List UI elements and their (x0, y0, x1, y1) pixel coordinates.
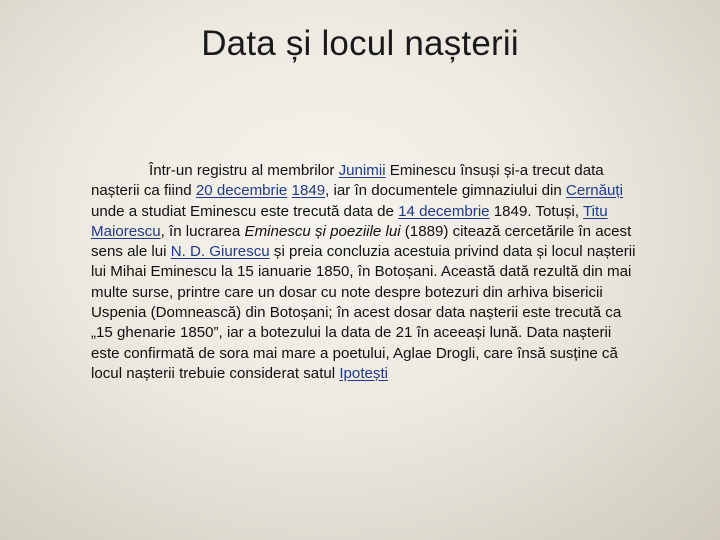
body-text: 1849. Totuși, (489, 202, 584, 220)
link-titu-maiorescu[interactable]: Titu Maiorescu (91, 202, 608, 240)
body-text: Eminescu însuși și-a trecut data nașterii ca fiind (91, 162, 604, 200)
body-text: și preia concluzia acestuia privind data și locul nașterii lui Mihai Eminescu la 15 ianuarie 1850, în Botoșani. Această dată rezultă din mai multe surse, printre care un dosar cu note despre botezuri din arhiva bisericii Uspenia (Domnească) din Botoșani; în acest dosar data nașterii este trecută ca „15 ghenarie 1850”, iar a botezului la data de 21 în aceeași lună. Data nașterii este confirmată de sora mai mare a poetului, Aglae Drogli, care însă susține că locul nașterii trebuie considerat satul (91, 243, 636, 382)
link-1849[interactable]: 1849 (291, 182, 326, 200)
body-text: , iar în documentele gimnaziului din (325, 182, 566, 200)
link-junimii[interactable]: Junimii (338, 162, 386, 179)
body-text: , în lucrarea (160, 222, 245, 240)
link-20-decembrie[interactable]: 20 decembrie (195, 182, 288, 200)
link-ipotesti[interactable]: Ipotești (339, 364, 389, 382)
body-text: Într-un registru al membrilor (149, 162, 339, 179)
book-title: Eminescu și poeziile lui (244, 222, 401, 240)
slide-body-paragraph (91, 161, 639, 384)
link-nd-giurescu[interactable]: N. D. Giurescu (170, 243, 270, 261)
link-cernauti[interactable]: Cernăuți (565, 182, 623, 200)
link-14-decembrie[interactable]: 14 decembrie (398, 202, 490, 220)
slide-title: Data și locul nașterii (201, 24, 519, 63)
body-text: unde a studiat Eminescu este trecută data de (91, 202, 399, 220)
body-text: (1889) citează cercetările în acest sens ale lui (91, 222, 632, 261)
